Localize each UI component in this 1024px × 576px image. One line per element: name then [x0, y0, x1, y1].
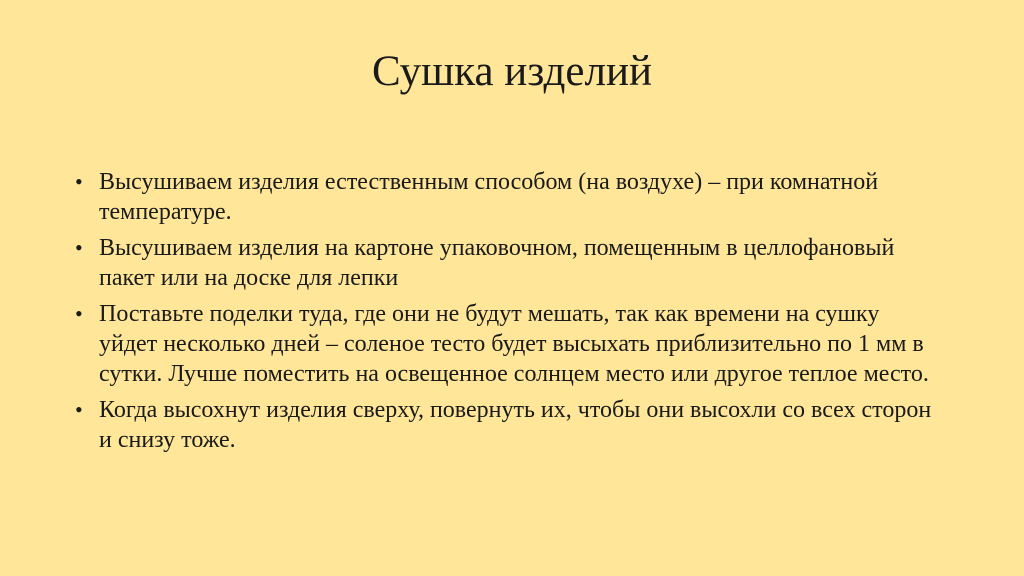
bullet-dot-icon: • [75, 169, 83, 194]
bullet-item [75, 395, 935, 455]
bullet-list [75, 167, 935, 461]
bullet-item [75, 299, 935, 389]
slide-title: Сушка изделий [372, 48, 652, 95]
bullet-dot-icon: • [75, 235, 83, 260]
bullet-text: Высушиваем изделия на картоне упаковочном, помещенным в целлофановый пакет или на доске для лепки [99, 235, 895, 291]
bullet-text: Когда высохнут изделия сверху, повернуть их, чтобы они высохли со всех сторон и снизу тоже. [99, 397, 932, 453]
bullet-item [75, 233, 935, 293]
bullet-text: Поставьте поделки туда, где они не будут мешать, так как времени на сушку уйдет несколько дней – соленое тесто будет высыхать приблизительно по 1 мм в сутки. Лучше поместить на освещенное солнцем место или другое теплое место. [99, 301, 929, 387]
bullet-text: Высушиваем изделия естественным способом (на воздухе) – при комнатной температуре. [99, 169, 879, 225]
bullet-item [75, 167, 935, 227]
bullet-dot-icon: • [75, 301, 83, 326]
bullet-dot-icon: • [75, 397, 83, 422]
